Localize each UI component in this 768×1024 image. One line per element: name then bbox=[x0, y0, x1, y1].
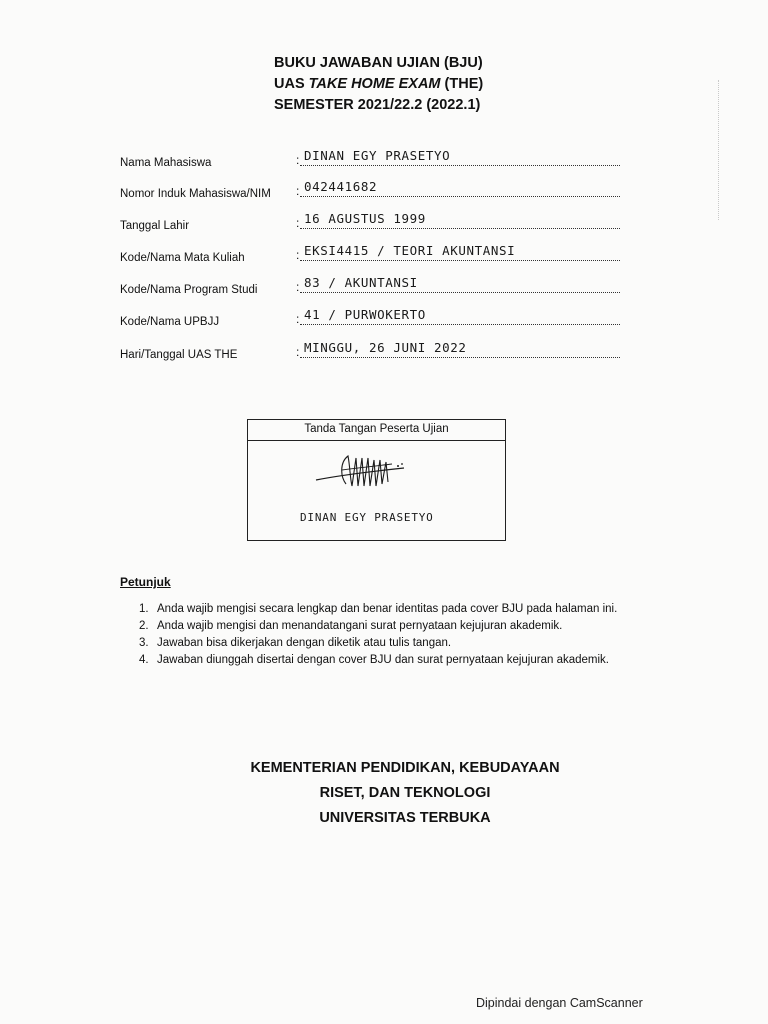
instruction-text: Anda wajib mengisi dan menandatangani surat pernyataan kejujuran akademik. bbox=[157, 620, 563, 632]
dotted-line bbox=[300, 292, 620, 293]
signature-printed-name: DINAN EGY PRASETYO bbox=[300, 511, 434, 524]
header-title: BUKU JAWABAN UJIAN (BJU) bbox=[274, 55, 483, 71]
field-colon: : bbox=[296, 345, 300, 359]
signature-scribble bbox=[306, 446, 416, 496]
field-mata-kuliah bbox=[120, 240, 620, 264]
dotted-line bbox=[300, 357, 620, 358]
field-colon: : bbox=[296, 312, 300, 326]
signature-box-title: Tanda Tangan Peserta Ujian bbox=[248, 420, 505, 441]
footer-ministry: KEMENTERIAN PENDIDIKAN, KEBUDAYAAN bbox=[250, 760, 560, 776]
header-exam-prefix: UAS bbox=[274, 76, 309, 92]
field-label: Nomor Induk Mahasiswa/NIM bbox=[120, 188, 271, 200]
dotted-line bbox=[300, 165, 620, 166]
instruction-item bbox=[139, 652, 617, 669]
field-label: Kode/Nama Program Studi bbox=[120, 284, 258, 296]
field-colon: : bbox=[296, 153, 300, 167]
instruction-number: 2. bbox=[139, 620, 149, 632]
field-colon: : bbox=[296, 184, 300, 198]
footer-ministry-cont: RISET, DAN TEKNOLOGI bbox=[319, 785, 491, 801]
signature-box bbox=[247, 419, 506, 541]
instruction-text: Jawaban diunggah disertai dengan cover BJU dan surat pernyataan kejujuran akademik. bbox=[157, 654, 609, 666]
handwritten-value: EKSI4415 / TEORI AKUNTANSI bbox=[304, 243, 516, 258]
field-label: Hari/Tanggal UAS THE bbox=[120, 349, 238, 361]
field-label: Nama Mahasiswa bbox=[120, 157, 212, 169]
dotted-line bbox=[300, 260, 620, 261]
instruction-text: Anda wajib mengisi secara lengkap dan benar identitas pada cover BJU pada halaman ini. bbox=[157, 603, 618, 615]
institution-footer bbox=[0, 756, 768, 831]
footer-university: UNIVERSITAS TERBUKA bbox=[319, 810, 491, 826]
field-tanggal-uas bbox=[120, 337, 620, 361]
handwritten-value: MINGGU, 26 JUNI 2022 bbox=[304, 340, 467, 355]
handwritten-value: DINAN EGY PRASETYO bbox=[304, 148, 451, 163]
field-nim bbox=[120, 176, 620, 200]
instruction-item bbox=[139, 618, 617, 635]
handwritten-value: 41 / PURWOKERTO bbox=[304, 307, 426, 322]
header-exam-type bbox=[274, 74, 483, 95]
petunjuk-heading: Petunjuk bbox=[120, 575, 171, 589]
field-label: Kode/Nama Mata Kuliah bbox=[120, 252, 245, 264]
header-semester: SEMESTER 2021/22.2 (2022.1) bbox=[274, 97, 481, 113]
instruction-number: 1. bbox=[139, 603, 149, 615]
scanner-watermark: Dipindai dengan CamScanner bbox=[476, 996, 643, 1010]
field-colon: : bbox=[296, 248, 300, 262]
instruction-text: Jawaban bisa dikerjakan dengan diketik atau tulis tangan. bbox=[157, 637, 452, 649]
field-label: Kode/Nama UPBJJ bbox=[120, 316, 220, 328]
dotted-line bbox=[300, 228, 620, 229]
instruction-number: 4. bbox=[139, 654, 149, 666]
field-tanggal-lahir bbox=[120, 208, 620, 232]
handwritten-value: 042441682 bbox=[304, 179, 378, 194]
instruction-number: 3. bbox=[139, 637, 149, 649]
field-upbjj bbox=[120, 304, 620, 328]
instruction-list bbox=[139, 601, 617, 669]
instruction-item bbox=[139, 601, 617, 618]
field-label: Tanggal Lahir bbox=[120, 220, 190, 232]
instruction-item bbox=[139, 635, 617, 652]
handwritten-value: 16 AGUSTUS 1999 bbox=[304, 211, 426, 226]
field-colon: : bbox=[296, 216, 300, 230]
dotted-line bbox=[300, 196, 620, 197]
handwritten-value: 83 / AKUNTANSI bbox=[304, 275, 418, 290]
scan-edge-artifact bbox=[718, 80, 721, 220]
field-nama-mahasiswa bbox=[120, 145, 620, 169]
field-program-studi bbox=[120, 272, 620, 296]
header-exam-suffix: (THE) bbox=[440, 76, 484, 92]
dotted-line bbox=[300, 324, 620, 325]
field-colon: : bbox=[296, 280, 300, 294]
document-header bbox=[274, 53, 483, 116]
header-exam-italic: TAKE HOME EXAM bbox=[308, 76, 441, 92]
